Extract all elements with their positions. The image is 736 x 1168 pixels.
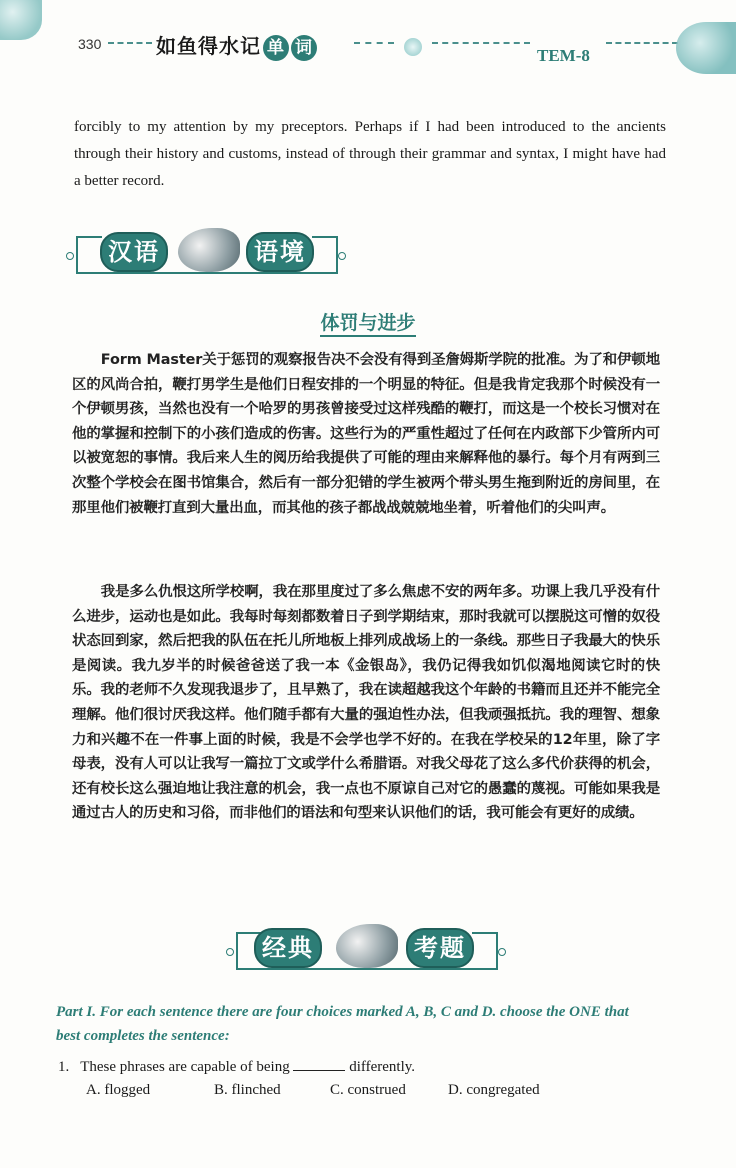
header-divider <box>108 42 152 46</box>
chinese-title <box>0 308 736 335</box>
banner-word-2: 考题 <box>406 928 474 968</box>
question-1 <box>58 1054 678 1080</box>
banner-dot-icon <box>338 252 346 260</box>
fish-icon <box>336 924 398 968</box>
option-d: D. congregated <box>448 1082 540 1098</box>
book-title-circled-1: 单 <box>263 35 289 61</box>
bubble-decoration-icon <box>404 38 422 56</box>
banner-word-1: 汉语 <box>100 232 168 272</box>
page-header <box>0 0 736 80</box>
book-title-circled-2: 词 <box>291 35 317 61</box>
header-divider <box>432 42 530 46</box>
banner-dot-icon <box>498 948 506 956</box>
question-text-before: These phrases are capable of being <box>80 1059 290 1075</box>
question-text-after: differently. <box>349 1059 416 1075</box>
option-a: A. flogged <box>86 1082 151 1098</box>
section-banner-classic-questions <box>226 928 516 974</box>
option-c: C. construed <box>330 1082 406 1098</box>
english-paragraph: forcibly to my attention by my preceptors. Perhaps if I had been introduced to the ancients through their history and customs, instead of through their grammar and syntax, I might have had a better record. <box>74 119 666 189</box>
fish-decoration-icon <box>676 22 736 74</box>
book-title <box>156 30 317 61</box>
chinese-paragraph-1: Form Master关于惩罚的观察报告决不会没有得到圣詹姆斯学院的批准。为了和伊顿地区的风尚合拍，鞭打男学生是他们日程安排的一个明显的特征。但是我肯定我那个时候没有一个伊顿男孩，当然也没有一个哈罗的男孩曾接受过这样残酷的鞭打，而这是一个校长习惯对在他的掌握和控制下的小孩们造成的伤害。这些行为的严重性超过了任何在内政部下少管所内可以被宽恕的事情。我后来人生的阅历给我提供了可能的理由来解释他的暴行。每个月有两到三次整个学校会在图书馆集合，然后有一部分犯错的学生被两个带头男生拖到附近的房间里，在那里他们被鞭打直到大量出血，而其他的孩子都战战兢兢地坐着，听着他们的尖叫声。 <box>72 352 660 516</box>
banner-dot-icon <box>226 948 234 956</box>
section-banner-chinese-context <box>66 232 356 278</box>
chinese-title-text: 体罚与进步 <box>320 312 415 337</box>
banner-word-1: 经典 <box>254 928 322 968</box>
banner-dot-icon <box>66 252 74 260</box>
part-instruction: Part I. For each sentence there are four choices marked A, B, C and D. choose the ONE that best completes the sentence: <box>56 1004 629 1044</box>
question-number: 1. <box>58 1059 70 1075</box>
fish-decoration-icon <box>0 0 42 40</box>
banner-word-2: 语境 <box>246 232 314 272</box>
exam-tag: TEM-8 <box>537 46 590 65</box>
answer-blank <box>293 1056 345 1071</box>
option-b: B. flinched <box>214 1082 281 1098</box>
page-number: 330 <box>78 36 102 52</box>
fish-icon <box>178 228 240 272</box>
book-title-text: 如鱼得水记 <box>156 34 261 58</box>
chinese-paragraph-2: 我是多么仇恨这所学校啊，我在那里度过了多么焦虑不安的两年多。功课上我几乎没有什么进步，运动也是如此。我每时每刻都数着日子到学期结束，那时我就可以摆脱这可憎的奴役状态回到家，然后把我的队伍在托儿所地板上排列成战场上的一条线。那些日子我最大的快乐是阅读。我九岁半的时候爸爸送了我一本《金银岛》，我仍记得我如饥似渴地阅读它时的快乐。我的老师不久发现我退步了，且早熟了，我在读超越我这个年龄的书籍而且还并不能完全理解。他们很讨厌我这样。他们随手都有大量的强迫性办法，但我顽强抵抗。我的理智、想象力和兴趣不在一件事上面的时候，我是不会学也学不好的。在我在学校呆的12年里，除了字母表，没有人可以让我写一篇拉丁文或学什么希腊语。对我父母花了这么多代价获得的机会，还有校长这么强迫地让我注意的机会，我一点也不原谅自己对它的愚蠢的蔑视。可能如果我是通过古人的历史和习俗，而非他们的语法和句型来认识他们的话，我可能会有更好的成绩。 <box>72 584 660 822</box>
header-divider <box>606 42 678 46</box>
header-divider <box>354 42 394 46</box>
